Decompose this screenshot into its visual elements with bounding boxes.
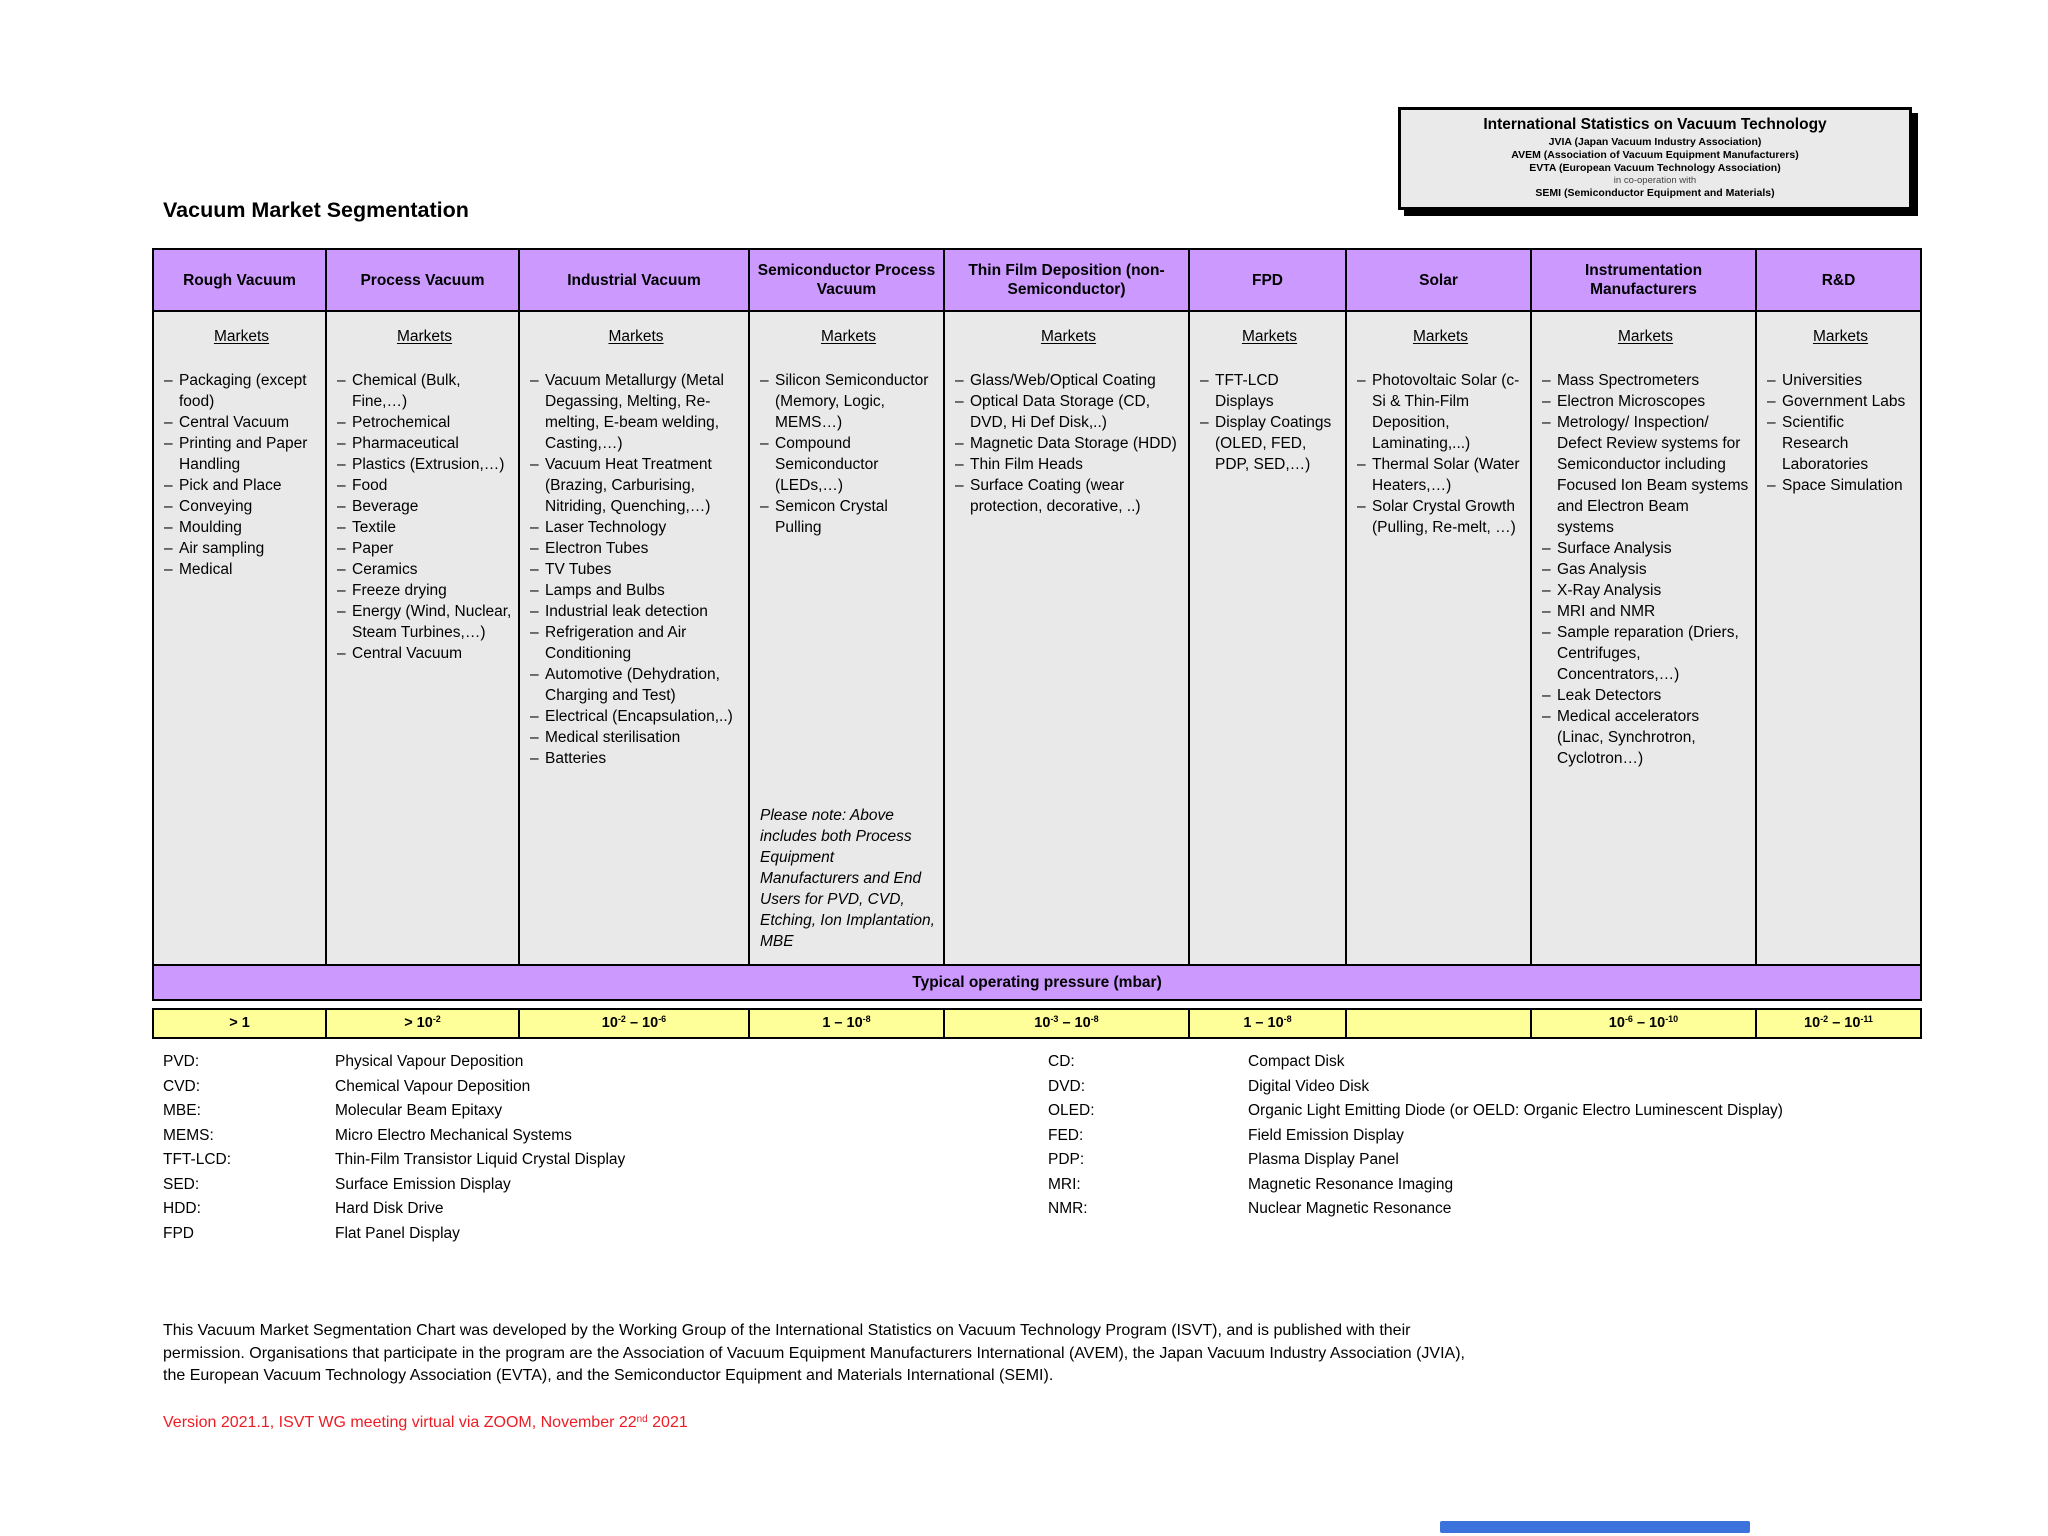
market-item: – Universities: [1767, 370, 1914, 391]
column-header-fpd: FPD: [1190, 250, 1347, 312]
market-segmentation-table: [152, 248, 1922, 1001]
market-item: – X-Ray Analysis: [1542, 580, 1749, 601]
market-item: – Magnetic Data Storage (HDD): [955, 433, 1182, 454]
market-item: – Paper: [337, 538, 512, 559]
market-item: – Surface Coating (wear protection, decorative, ..): [955, 475, 1182, 517]
column-header-industrial-vacuum: Industrial Vacuum: [520, 250, 750, 312]
pressure-value-solar: [1347, 1010, 1532, 1037]
pressure-value-industrial-vacuum: $10^{-2} - 10^{-6}$: [520, 1010, 750, 1037]
pressure-values-row: [152, 1008, 1922, 1039]
column-solar: [1347, 312, 1532, 964]
market-item: – Conveying: [164, 496, 319, 517]
table-body-row: [154, 312, 1920, 964]
abbreviation-term: MBE:: [163, 1102, 201, 1119]
market-item: – Ceramics: [337, 559, 512, 580]
market-item: – Medical: [164, 559, 319, 580]
column-fpd: [1190, 312, 1347, 964]
market-item: – Electrical (Encapsulation,..): [530, 706, 742, 727]
market-item: – Medical accelerators (Linac, Synchrotron, Cyclotron…): [1542, 706, 1749, 769]
column-process-vacuum: [327, 312, 520, 964]
market-item: – Metrology/ Inspection/ Defect Review systems for Semiconductor including Focused Ion Beam systems and Electron Beam systems: [1542, 412, 1749, 538]
markets-list: [1200, 370, 1339, 475]
market-item: – MRI and NMR: [1542, 601, 1749, 622]
info-box-associations: [1405, 136, 1905, 175]
abbreviation-term: MRI:: [1048, 1175, 1081, 1193]
market-item: – Petrochemical: [337, 412, 512, 433]
semiconductor-note: Please note: Above includes both Process Equipment Manufacturers and End Users for PVD, CVD, Etching, Ion Implantation, MBE: [760, 807, 935, 950]
abbreviation-definition: Surface Emission Display: [335, 1175, 511, 1193]
abbreviation-term: SED:: [163, 1175, 200, 1193]
scrollbar-thumb[interactable]: [1440, 1521, 1750, 1533]
market-item: – Glass/Web/Optical Coating: [955, 370, 1182, 391]
abbreviation-term: HDD:: [163, 1200, 201, 1217]
market-item: – Vacuum Heat Treatment (Brazing, Carburising, Nitriding, Quenching,…): [530, 454, 742, 517]
market-item: – Leak Detectors: [1542, 685, 1749, 706]
markets-heading: Markets: [820, 328, 877, 345]
market-item: – Photovoltaic Solar (c-Si & Thin-Film Deposition, Laminating,...): [1357, 370, 1524, 454]
markets-list: [955, 370, 1182, 517]
info-box: [1398, 107, 1912, 210]
abbreviation-definition: Micro Electro Mechanical Systems: [335, 1126, 572, 1144]
market-item: – Thin Film Heads: [955, 454, 1182, 475]
pressure-value-process-vacuum: > $10^{-2}$: [327, 1010, 520, 1037]
markets-heading: Markets: [1241, 328, 1298, 345]
market-item: – Laser Technology: [530, 517, 742, 538]
markets-heading: Markets: [1412, 328, 1469, 345]
market-item: – Sample reparation (Driers, Centrifuges, Concentrators,…): [1542, 622, 1749, 685]
info-box-title: International Statistics on Vacuum Technology: [1483, 116, 1827, 133]
pressure-value-thin-film-deposition: $10^{-3} - 10^{-8}$: [945, 1010, 1190, 1037]
column-thin-film-deposition: [945, 312, 1190, 964]
market-item: – Batteries: [530, 748, 742, 769]
markets-heading: Markets: [1617, 328, 1674, 345]
abbreviation-definition: Hard Disk Drive: [335, 1200, 444, 1217]
column-instrumentation-manufacturers: [1532, 312, 1757, 964]
market-item: – Pharmaceutical: [337, 433, 512, 454]
markets-list: [1542, 370, 1749, 769]
pressure-value-rough-vacuum: > 1: [154, 1010, 327, 1037]
abbreviations-left: [163, 1050, 625, 1246]
markets-heading: Markets: [213, 328, 270, 345]
pressure-value-rd: $10^{-2} - 10^{-11}$: [1757, 1010, 1920, 1037]
abbreviation-term: FPD: [163, 1224, 194, 1242]
market-item: – Silicon Semiconductor (Memory, Logic, MEMS…): [760, 370, 937, 433]
column-header-solar: Solar: [1347, 250, 1532, 312]
abbreviations-right: [1048, 1050, 1783, 1222]
abbreviation-term: TFT-LCD:: [163, 1151, 232, 1168]
abbreviation-term: FED:: [1048, 1126, 1084, 1144]
market-item: – Food: [337, 475, 512, 496]
market-item: – Electron Tubes: [530, 538, 742, 559]
market-item: – Textile: [337, 517, 512, 538]
column-rough-vacuum: [154, 312, 327, 964]
markets-heading: Markets: [396, 328, 453, 345]
market-item: – Compound Semiconductor (LEDs,…): [760, 433, 937, 496]
markets-list: [760, 370, 937, 538]
abbreviation-term: MEMS:: [163, 1126, 214, 1144]
market-item: – TV Tubes: [530, 559, 742, 580]
market-item: – Electron Microscopes: [1542, 391, 1749, 412]
column-industrial-vacuum: [520, 312, 750, 964]
markets-heading: Markets: [608, 328, 664, 345]
abbreviation-definition: Flat Panel Display: [335, 1224, 460, 1242]
column-semiconductor-process-vacuum: [750, 312, 945, 964]
column-rd: [1757, 312, 1920, 964]
market-item: – Packaging (except food): [164, 370, 319, 412]
markets-list: [164, 370, 319, 580]
market-item: – TFT-LCD Displays: [1200, 370, 1339, 412]
abbreviation-definition: Field Emission Display: [1248, 1126, 1404, 1144]
table-header-row: [154, 250, 1920, 312]
abbreviation-definition: Physical Vapour Deposition: [335, 1053, 524, 1070]
market-item: – Vacuum Metallurgy (Metal Degassing, Melting, Re-melting, E-beam welding, Casting,…): [530, 370, 742, 454]
column-header-rd: R&D: [1757, 250, 1920, 312]
abbreviation-definition: Compact Disk: [1248, 1053, 1345, 1070]
markets-list: [530, 370, 742, 769]
market-item: – Industrial leak detection: [530, 601, 742, 622]
market-item: – Scientific Research Laboratories: [1767, 412, 1914, 475]
version-note: Version 2021.1, ISVT WG meeting virtual via ZOOM, November 22nd 2021: [163, 1414, 688, 1431]
markets-heading: Markets: [1040, 328, 1097, 345]
market-item: – Automotive (Dehydration, Charging and Test): [530, 664, 742, 706]
market-item: – Plastics (Extrusion,…): [337, 454, 512, 475]
markets-heading: Markets: [1812, 328, 1869, 345]
market-item: – Refrigeration and Air Conditioning: [530, 622, 742, 664]
market-item: – Mass Spectrometers: [1542, 370, 1749, 391]
column-header-instrumentation-manufacturers: Instrumentation Manufacturers: [1532, 250, 1757, 312]
market-item: – Air sampling: [164, 538, 319, 559]
markets-list: [1357, 370, 1524, 538]
column-header-rough-vacuum: Rough Vacuum: [154, 250, 327, 312]
abbreviation-definition: Digital Video Disk: [1248, 1077, 1370, 1095]
markets-list: [337, 370, 512, 664]
market-item: – Energy (Wind, Nuclear, Steam Turbines,…): [337, 601, 512, 643]
pressure-value-fpd: $1 - 10^{-8}$: [1190, 1010, 1347, 1037]
market-item: – Space Simulation: [1767, 475, 1914, 496]
association-line: EVTA (European Vacuum Technology Association): [1529, 162, 1781, 174]
abbreviation-term: NMR:: [1048, 1200, 1088, 1217]
abbreviation-term: CD:: [1048, 1053, 1075, 1070]
footer-paragraph: This Vacuum Market Segmentation Chart was developed by the Working Group of the International Statistics on Vacuum Technology Program (ISVT), and is published with their permission. Organisations that participate in the program are the Association of Vacuum Equipment Manufacturers International (AVEM), the Japan Vacuum Industry Association (JVIA), the European Vacuum Technology Association (EVTA), and the Semiconductor Equipment and Materials International (SEMI).: [163, 1322, 1465, 1384]
abbreviation-definition: Plasma Display Panel: [1248, 1151, 1399, 1168]
market-item: – Thermal Solar (Water Heaters,…): [1357, 454, 1524, 496]
association-line: JVIA (Japan Vacuum Industry Association): [1548, 136, 1762, 148]
market-item: – Freeze drying: [337, 580, 512, 601]
column-header-semiconductor-process-vacuum: Semiconductor Process Vacuum: [750, 250, 945, 312]
abbreviation-definition: Chemical Vapour Deposition: [335, 1077, 531, 1095]
market-item: – Central Vacuum: [164, 412, 319, 433]
market-item: – Lamps and Bulbs: [530, 580, 742, 601]
abbreviation-term: OLED:: [1048, 1102, 1095, 1119]
market-item: – Printing and Paper Handling: [164, 433, 319, 475]
market-item: – Surface Analysis: [1542, 538, 1749, 559]
market-item: – Moulding: [164, 517, 319, 538]
market-item: – Optical Data Storage (CD, DVD, Hi Def Disk,..): [955, 391, 1182, 433]
market-item: – Government Labs: [1767, 391, 1914, 412]
market-item: – Chemical (Bulk, Fine,…): [337, 370, 512, 412]
column-header-thin-film-deposition: Thin Film Deposition (non-Semiconductor): [945, 250, 1190, 312]
abbreviation-term: PDP:: [1048, 1151, 1085, 1168]
abbreviation-definition: Thin-Film Transistor Liquid Crystal Display: [335, 1151, 626, 1168]
abbreviation-definition: Nuclear Magnetic Resonance: [1248, 1200, 1452, 1217]
pressure-value-semiconductor-process-vacuum: $1 - 10^{-8}$: [750, 1010, 945, 1037]
market-item: – Beverage: [337, 496, 512, 517]
market-item: – Solar Crystal Growth (Pulling, Re-melt, …): [1357, 496, 1524, 538]
pressure-value-instrumentation-manufacturers: $10^{-6} - 10^{-10}$: [1532, 1010, 1757, 1037]
abbreviation-term: PVD:: [163, 1053, 200, 1070]
market-item: – Semicon Crystal Pulling: [760, 496, 937, 538]
market-item: – Central Vacuum: [337, 643, 512, 664]
pressure-row-header: Typical operating pressure (mbar): [154, 964, 1920, 999]
market-item: – Gas Analysis: [1542, 559, 1749, 580]
abbreviation-term: DVD:: [1048, 1077, 1086, 1095]
abbreviation-definition: Magnetic Resonance Imaging: [1248, 1175, 1454, 1193]
column-header-process-vacuum: Process Vacuum: [327, 250, 520, 312]
markets-list: [1767, 370, 1914, 496]
abbreviation-definition: Organic Light Emitting Diode (or OELD: Organic Electro Luminescent Display): [1248, 1102, 1783, 1119]
abbreviation-definition: Molecular Beam Epitaxy: [335, 1102, 503, 1119]
abbreviation-term: CVD:: [163, 1077, 201, 1095]
market-item: – Display Coatings (OLED, FED, PDP, SED,…): [1200, 412, 1339, 475]
association-line: AVEM (Association of Vacuum Equipment Manufacturers): [1511, 149, 1799, 161]
market-item: – Medical sterilisation: [530, 727, 742, 748]
market-item: – Pick and Place: [164, 475, 319, 496]
page-title: Vacuum Market Segmentation: [163, 198, 469, 222]
cooperation-line: in co-operation with: [1613, 175, 1697, 186]
semi-line: SEMI (Semiconductor Equipment and Materials): [1535, 187, 1775, 199]
